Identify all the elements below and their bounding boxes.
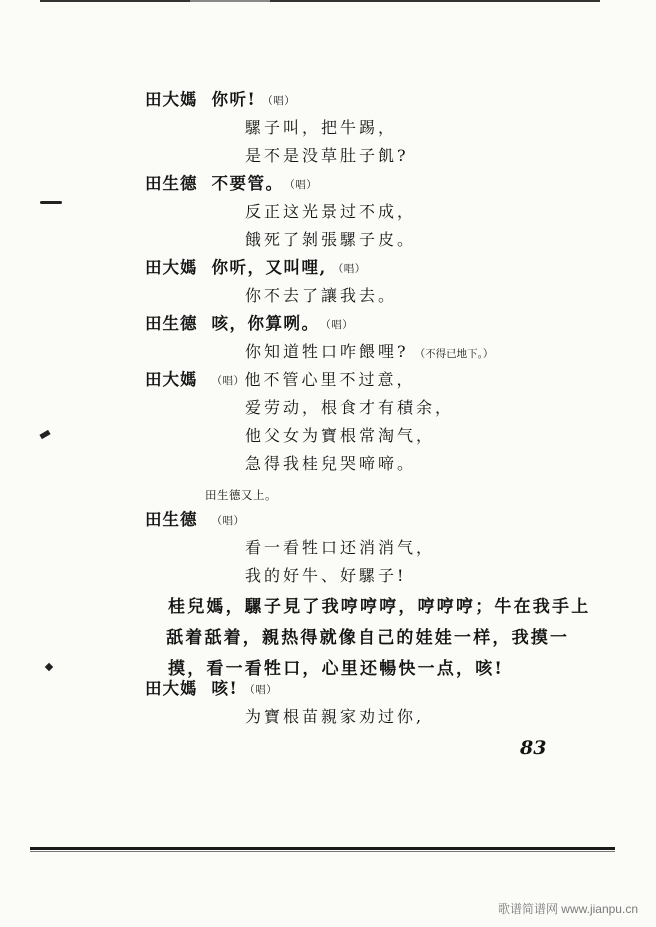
top-rule-mark — [190, 0, 270, 2]
stage-cue: （唱） — [244, 684, 278, 696]
spoken-text: 不要管。 — [211, 174, 284, 193]
stage-cue: （唱） — [211, 515, 245, 527]
sung-line: 是不是没草肚子飢? — [245, 146, 409, 165]
dialogue-line — [145, 257, 366, 280]
prose-line: 摸，看一看牲口，心里还暢快一点，咳! — [168, 659, 505, 679]
sung-line: 急得我桂兒哭啼啼。 — [245, 454, 417, 473]
sung-text: 你知道牲口咋餵哩? — [245, 342, 409, 361]
spoken-text: 咳，你算咧。 — [211, 314, 320, 333]
sung-line: 我的好牛、好騾子! — [245, 566, 407, 585]
sung-line: 爱劳动，根食才有積余， — [245, 398, 455, 417]
sung-line: 騾子叫，把牛踢， — [245, 118, 398, 137]
dialogue-line — [145, 678, 277, 701]
prose-line: 桂兒媽，騾子見了我哼哼哼，哼哼哼；牛在我手上 — [168, 597, 591, 617]
dialogue-line — [145, 89, 295, 112]
speaker-name: 田生德 — [145, 510, 198, 529]
sung-line: 他父女为寶根常淘气， — [245, 426, 436, 445]
speaker-name: 田生德 — [145, 314, 198, 333]
dialogue-line — [145, 173, 317, 196]
prose-block — [166, 592, 591, 685]
sung-text: 他不管心里不过意， — [244, 370, 416, 389]
speaker-name: 田大媽 — [145, 370, 198, 389]
dialogue-line — [145, 369, 416, 392]
stage-direction: 田生德又上。 — [205, 488, 277, 502]
stage-cue: （唱） — [325, 319, 354, 331]
sung-line: 反正这光景过不成， — [245, 202, 417, 221]
page-number: 83 — [520, 737, 547, 759]
sung-line: 看一看牲口还消消气， — [245, 538, 436, 557]
stage-cue: （唱） — [211, 375, 245, 387]
spoken-text: 咳! — [211, 679, 239, 698]
bottom-border-rule — [30, 847, 615, 850]
stage-cue: （唱） — [289, 179, 318, 191]
speaker-name: 田大媽 — [145, 679, 198, 698]
speaker-name: 田大媽 — [145, 258, 198, 277]
spoken-text: 你听! — [211, 90, 257, 109]
stage-cue: （唱） — [262, 95, 296, 107]
speaker-name: 田大媽 — [145, 90, 198, 109]
bottom-border-rule-thin — [30, 851, 615, 852]
stage-cue: （不得已地下。） — [414, 348, 494, 360]
speaker-name: 田生德 — [145, 174, 198, 193]
spoken-text: 你听，又叫哩, — [211, 258, 327, 277]
sung-line: 为寶根苗親家劝过你, — [245, 707, 425, 726]
sung-line: 餓死了剝張騾子皮。 — [245, 230, 417, 249]
prose-line: 舐着舐着，親热得就像自己的娃娃一样，我摸一 — [166, 628, 570, 648]
dialogue-line — [145, 509, 245, 532]
watermark: 歌谱简谱网 www.jianpu.cn — [497, 902, 638, 916]
sung-line — [245, 341, 493, 365]
margin-speck — [45, 663, 53, 671]
sung-line: 你不去了讓我去。 — [245, 286, 398, 305]
dialogue-line — [145, 313, 353, 336]
stage-cue: （唱） — [332, 263, 366, 275]
top-border-rule — [40, 0, 600, 7]
margin-speck — [39, 430, 50, 439]
margin-speck — [40, 201, 62, 204]
